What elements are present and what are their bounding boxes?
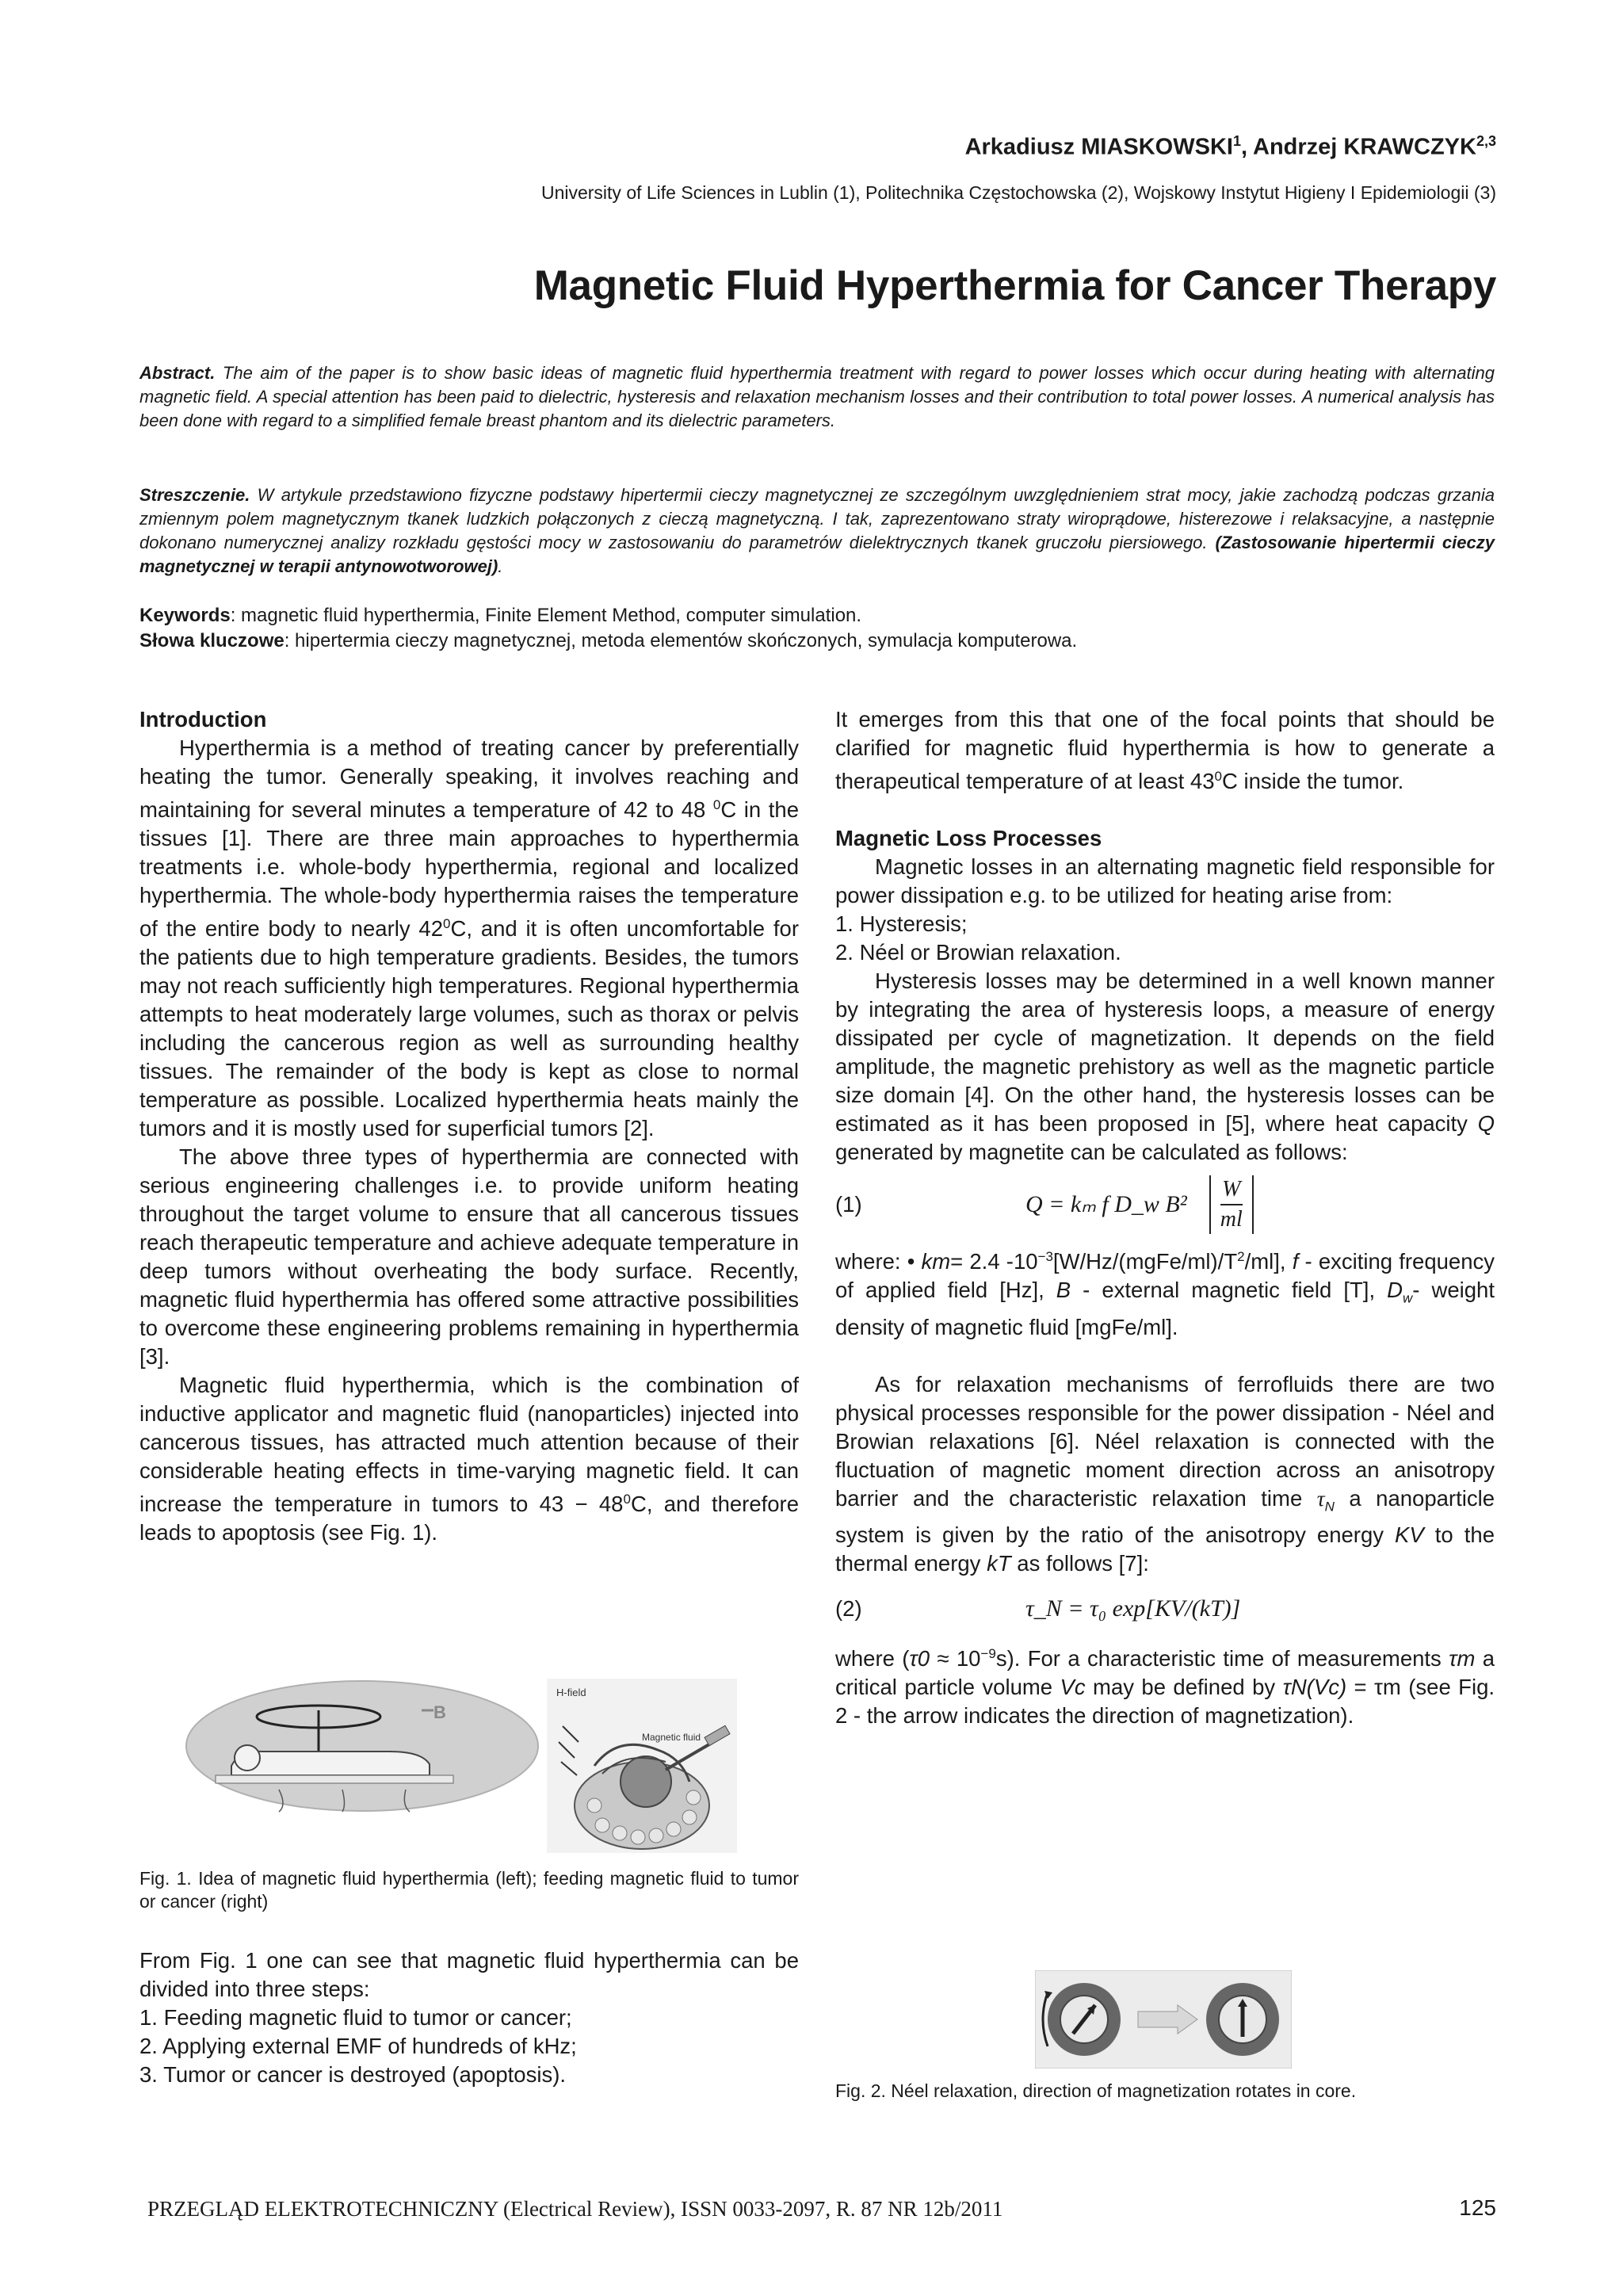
equation-1 [835,1167,1495,1243]
author-1: Arkadiusz MIASKOWSKI [964,134,1233,160]
where1-text-a: where: • [835,1249,922,1274]
relaxation-paragraph [835,1370,1495,1579]
where1-text-f: - external magnetic field [T], [1071,1278,1388,1303]
symbol-vc: Vc [1060,1675,1086,1700]
keywords-label: Keywords [139,605,231,626]
where2-text-f: = τm (see Fig. 2 - the arrow indicates the direction of magnetization). [835,1675,1495,1729]
intro-p3-text-b: C, and therefore leads to apoptosis (see Fig. 1). [139,1492,800,1545]
where-paragraph-1 [835,1243,1495,1342]
where2-text-a: where ( [835,1646,910,1671]
symbol-dw: D [1387,1278,1403,1303]
journal-footer: PRZEGLĄD ELEKTROTECHNICZNY (Electrical Review), ISSN 0033-2097, R. 87 NR 12b/2011 [147,2197,1003,2221]
equation-2 [835,1578,1495,1640]
abstract-label: Abstract. [139,363,216,383]
intro-paragraph-2: The above three types of hyperthermia are connected with serious engineering challenges i.e. to provide uniform heating throughout the target volume to ensure that all cancerous tissues reach therapeutic temperature and achieve adequate temperature in deep tumors without overheating the body surface. Recently, magnetic fluid hyperthermia has offered some attractive possibilities to overcome these engineering problems remaining in hyperthermia [3]. [139,1144,799,1370]
keywords-pl [139,629,1077,653]
symbol-tau-sub: N [1324,1499,1335,1515]
keywords-pl-label: Słowa kluczowe [139,630,285,651]
where2-text-d: a critical particle volume [835,1646,1495,1700]
loss-item-1: 1. Hysteresis; [835,911,968,937]
intro-p1-text-c: C, and it is often uncomfortable for the patients due to high temperature gradients. Besides, the tumors may not reach sufficiently high temperatures. Regional hyperthermia attempts to heat moderately large volumes, such as thorax or pelvis including the cancerous region as well as surrounding healthy tissues. The remainder of the body is kept as close to normal temperature as possible. Localized hyperthermia heats mainly the tumors and it is mostly used for superficial tumors [2]. [139,916,799,1141]
keywords [139,604,861,628]
where2-text-c: s). For a characteristic time of measurements [995,1646,1449,1671]
where2-text-e: may be defined by [1085,1675,1283,1700]
left-column [139,705,799,1547]
figure-1-caption: Fig. 1. Idea of magnetic fluid hyperthermia (left); feeding magnetic fluid to tumor or cancer (right) [139,1868,799,1912]
keywords-text: : magnetic fluid hyperthermia, Finite Element Method, computer simulation. [230,605,862,626]
p4-text-d: as follows [7]: [1010,1551,1149,1576]
where1-text-g: - weight density of magnetic fluid [mgFe/ml]. [835,1278,1495,1339]
right-paragraph-1 [835,705,1495,796]
magnetic-loss-heading: Magnetic Loss Processes [835,826,1102,851]
right-column [835,705,1495,1730]
streszczenie [139,483,1495,579]
where-paragraph-2 [835,1640,1495,1730]
symbol-taum: τm [1449,1646,1476,1671]
steps-intro: From Fig. 1 one can see that magnetic fluid hyperthermia can be divided into three steps: [139,1948,799,2001]
figure-2-caption: Fig. 2. Néel relaxation, direction of magnetization rotates in core. [835,2080,1357,2101]
intro-p1-text-b: C in the tissues [1]. There are three main approaches to hyperthermia treatments i.e. whole-body hyperthermia, regional and localized hyperthermia. The whole-body hyperthermia raises the temperature of the entire body to nearly 42 [139,797,799,942]
equation-1-unit [1209,1175,1254,1234]
author-line [965,133,1496,161]
where1-text-b: = 2.4 -10 [950,1249,1038,1274]
step-2: 2. Applying external EMF of hundreds of kHz; [139,2034,577,2058]
figure-1-coil-illustration [184,1679,540,1813]
equation-2-body: τ_N = τ₀ exp[KV/(kT)] [1025,1595,1241,1622]
where1-text-d: /ml], [1244,1249,1293,1274]
intro-paragraph-1 [139,734,799,1143]
equation-1-unit-bottom: ml [1220,1204,1243,1234]
introduction-heading: Introduction [139,707,267,732]
abstract [139,361,1495,433]
where1-text-e: - exciting frequency of applied field [Hz], [835,1249,1495,1303]
streszczenie-text: W artykule przedstawiono fizyczne podstawy hipertermii cieczy magnetycznej ze szczególnym uwzględnieniem strat mocy, jakie zachodzą podczas grzania zmiennym polem magnetycznym tkanek ludzkich połączonych z cieczą magnetyczną. I tak, zaprezentowano straty wiroprądowe, histerezowe i relaksacyjne, a następnie dokonano numerycznej analizy rozkładu gęstości mocy w zastosowaniu do parametrów dielektrycznych tkanek gruczołu piersiowego. [139,485,1495,552]
right-p1-text-b: C inside the tumor. [1221,769,1404,794]
affiliations: University of Life Sciences in Lublin (1), Politechnika Częstochowska (2), Wojskowy Instytut Higieny I Epidemiologii (3) [540,182,1496,203]
symbol-tau: τ [1316,1485,1325,1511]
step-1: 1. Feeding magnetic fluid to tumor or cancer; [139,2005,572,2030]
intro-p1-text-a: Hyperthermia is a method of treating cancer by preferentially heating the tumor. Generally speaking, it involves reaching and maintaining for several minutes a temperature of 42 to 48 [139,735,799,823]
author-1-affil: 1 [1232,133,1241,149]
figure-1-magnetic-fluid-label: Magnetic fluid [642,1732,701,1743]
degree-sup: 0 [712,797,721,812]
symbol-dw-sub: w [1403,1290,1413,1306]
author-separator: , [1240,134,1254,160]
symbol-q: Q [1477,1111,1495,1137]
left-column-steps [139,1946,799,2089]
symbol-f: f [1292,1249,1299,1274]
paper-title: Magnetic Fluid Hyperthermia for Cancer Therapy [533,262,1496,309]
exponent-sup: −3 [1037,1249,1053,1265]
author-2: Andrzej KRAWCZYK [1253,134,1476,160]
equation-1-body: Q = kₘ f D_w B² [1025,1191,1187,1218]
figure-2-neel-relaxation [1035,1970,1292,2069]
figure-1-tissue-illustration [547,1679,737,1853]
equation-2-number: (2) [835,1596,862,1622]
symbol-tau0: τ0 [909,1646,930,1671]
right-p3-text-b: generated by magnetite can be calculated as follows: [835,1140,1348,1165]
streszczenie-end: . [498,556,503,576]
step-3: 3. Tumor or cancer is destroyed (apoptosis). [139,2062,567,2087]
symbol-kv: KV [1395,1522,1424,1548]
symbol-taun: τN(Vc) [1282,1675,1347,1700]
figure-1-b-label: B [433,1702,446,1722]
streszczenie-title-pl: (Zastosowanie hipertermii cieczy magnetycznej w terapii antynowotworowej) [139,533,1495,576]
where1-text-c: [W/Hz/(mgFe/ml)/T [1052,1249,1238,1274]
intro-paragraph-3 [139,1371,799,1547]
loss-item-2: 2. Néel or Browian relaxation. [835,940,1121,965]
symbol-km: km [921,1249,951,1274]
right-p1-text-a: It emerges from this that one of the focal points that should be clarified for magnetic fluid hyperthermia is how to generate a therapeutical temperature of at least 43 [835,707,1495,794]
exponent-sup: −9 [980,1646,996,1662]
symbol-kt: kT [987,1551,1011,1576]
degree-sup: 0 [1214,769,1222,784]
degree-sup: 0 [623,1492,631,1507]
right-p3-text-a: Hysteresis losses may be determined in a well known manner by integrating the area of hysteresis loops, a measure of energy dissipated per cycle of magnetization. It depends on the field amplitude, the magnetic prehistory as well as the magnetic particle size domain [4]. On the other hand, the hysteresis losses can be estimated as it has been proposed in [5], where heat capacity [835,968,1495,1137]
degree-sup: 0 [443,916,451,932]
right-paragraph-3 [835,967,1495,1167]
page-number: 125 [1459,2195,1496,2220]
figure-1-hfield-label: H-field [556,1687,586,1698]
equation-1-unit-top: W [1222,1177,1241,1202]
streszczenie-label: Streszczenie. [139,485,250,505]
p4-text-a: As for relaxation mechanisms of ferrofluids there are two physical processes responsible for the power dissipation - Néel and Browian relaxations [6]. Néel relaxation is connected with the fluctuation of magnetic moment direction across an anisotropy barrier and the characteristic relaxation time [835,1371,1495,1511]
symbol-b: B [1056,1278,1071,1303]
author-2-affil: 2,3 [1476,133,1496,149]
right-paragraph-2: Magnetic losses in an alternating magnetic field responsible for power dissipation e.g. to be utilized for heating arise from: [835,854,1495,908]
where2-text-b: ≈ 10 [930,1646,981,1671]
abstract-text: The aim of the paper is to show basic ideas of magnetic fluid hyperthermia treatment with regard to power losses which occur during heating with alternating magnetic field. A special attention has been paid to dielectric, hysteresis and relaxation mechanism losses and their contribution to total power losses. A numerical analysis has been done with regard to a simplified female breast phantom and its dielectric parameters. [139,363,1495,430]
exponent-sup: 2 [1237,1249,1245,1265]
p4-text-c: to the thermal energy [835,1522,1495,1576]
keywords-pl-text: : hipertermia cieczy magnetycznej, metoda elementów skończonych, symulacja komputerowa. [284,630,1078,651]
p4-text-b: a nanoparticle system is given by the ratio of the anisotropy energy [835,1485,1495,1548]
equation-1-number: (1) [835,1192,862,1217]
intro-p3-text-a: Magnetic fluid hyperthermia, which is the combination of inductive applicator and magnetic fluid (nanoparticles) injected into cancerous tissues, has attracted much attention because of their considerable heating effects in time-varying magnetic field. It can increase the temperature in tumors to 43 − 48 [139,1373,799,1517]
